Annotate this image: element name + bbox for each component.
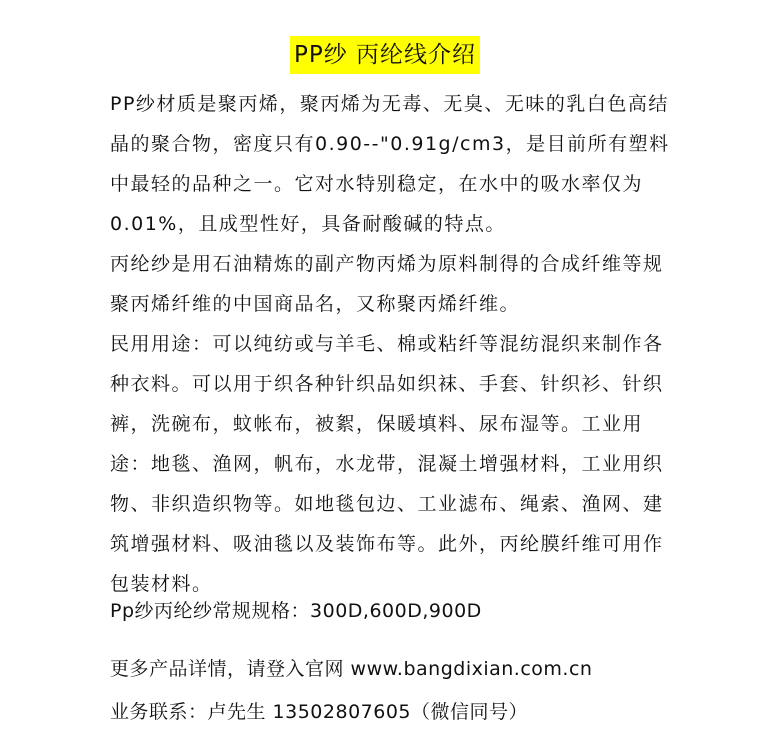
contact-line: 业务联系：卢先生 13502807605（微信同号）: [110, 701, 529, 723]
paragraph-material: [110, 84, 670, 244]
page-title: PP纱 丙纶线介绍: [290, 36, 480, 74]
website-line: 更多产品详情，请登入官网 www.bangdixian.com.cn: [110, 658, 593, 680]
paragraph-uses: [110, 324, 670, 604]
paragraph-text: 民用用途：可以纯纺或与羊毛、棉或粘纤等混纺混织来制作各种衣料。可以用于织各种针织品如织袜、手套、针织衫、针织裤，洗碗布，蚊帐布，被絮，保暖填料、尿布湿等。工业用途：地毯、渔网，帆布，水龙带，混凝土增强材料，工业用织物、非织造织物等。如地毯包边、工业滤布、绳索、渔网、建筑增强材料、吸油毯以及装饰布等。此外，丙纶膜纤维可用作包装材料。: [110, 333, 664, 595]
title-container: [0, 36, 770, 74]
paragraph-text: PP纱材质是聚丙烯，聚丙烯为无毒、无臭、无味的乳白色高结晶的聚合物，密度只有0.90--"0.91g/cm3，是目前所有塑料中最轻的品种之一。它对水特别稳定，在水中的吸水率仅为0.01%，且成型性好，具备耐酸碱的特点。: [110, 93, 670, 235]
paragraph-definition: [110, 244, 670, 324]
spec-line: Pp纱丙纶纱常规规格：300D,600D,900D: [110, 600, 482, 622]
paragraph-text: 丙纶纱是用石油精炼的副产物丙烯为原料制得的合成纤维等规聚丙烯纤维的中国商品名，又称聚丙烯纤维。: [110, 253, 664, 315]
